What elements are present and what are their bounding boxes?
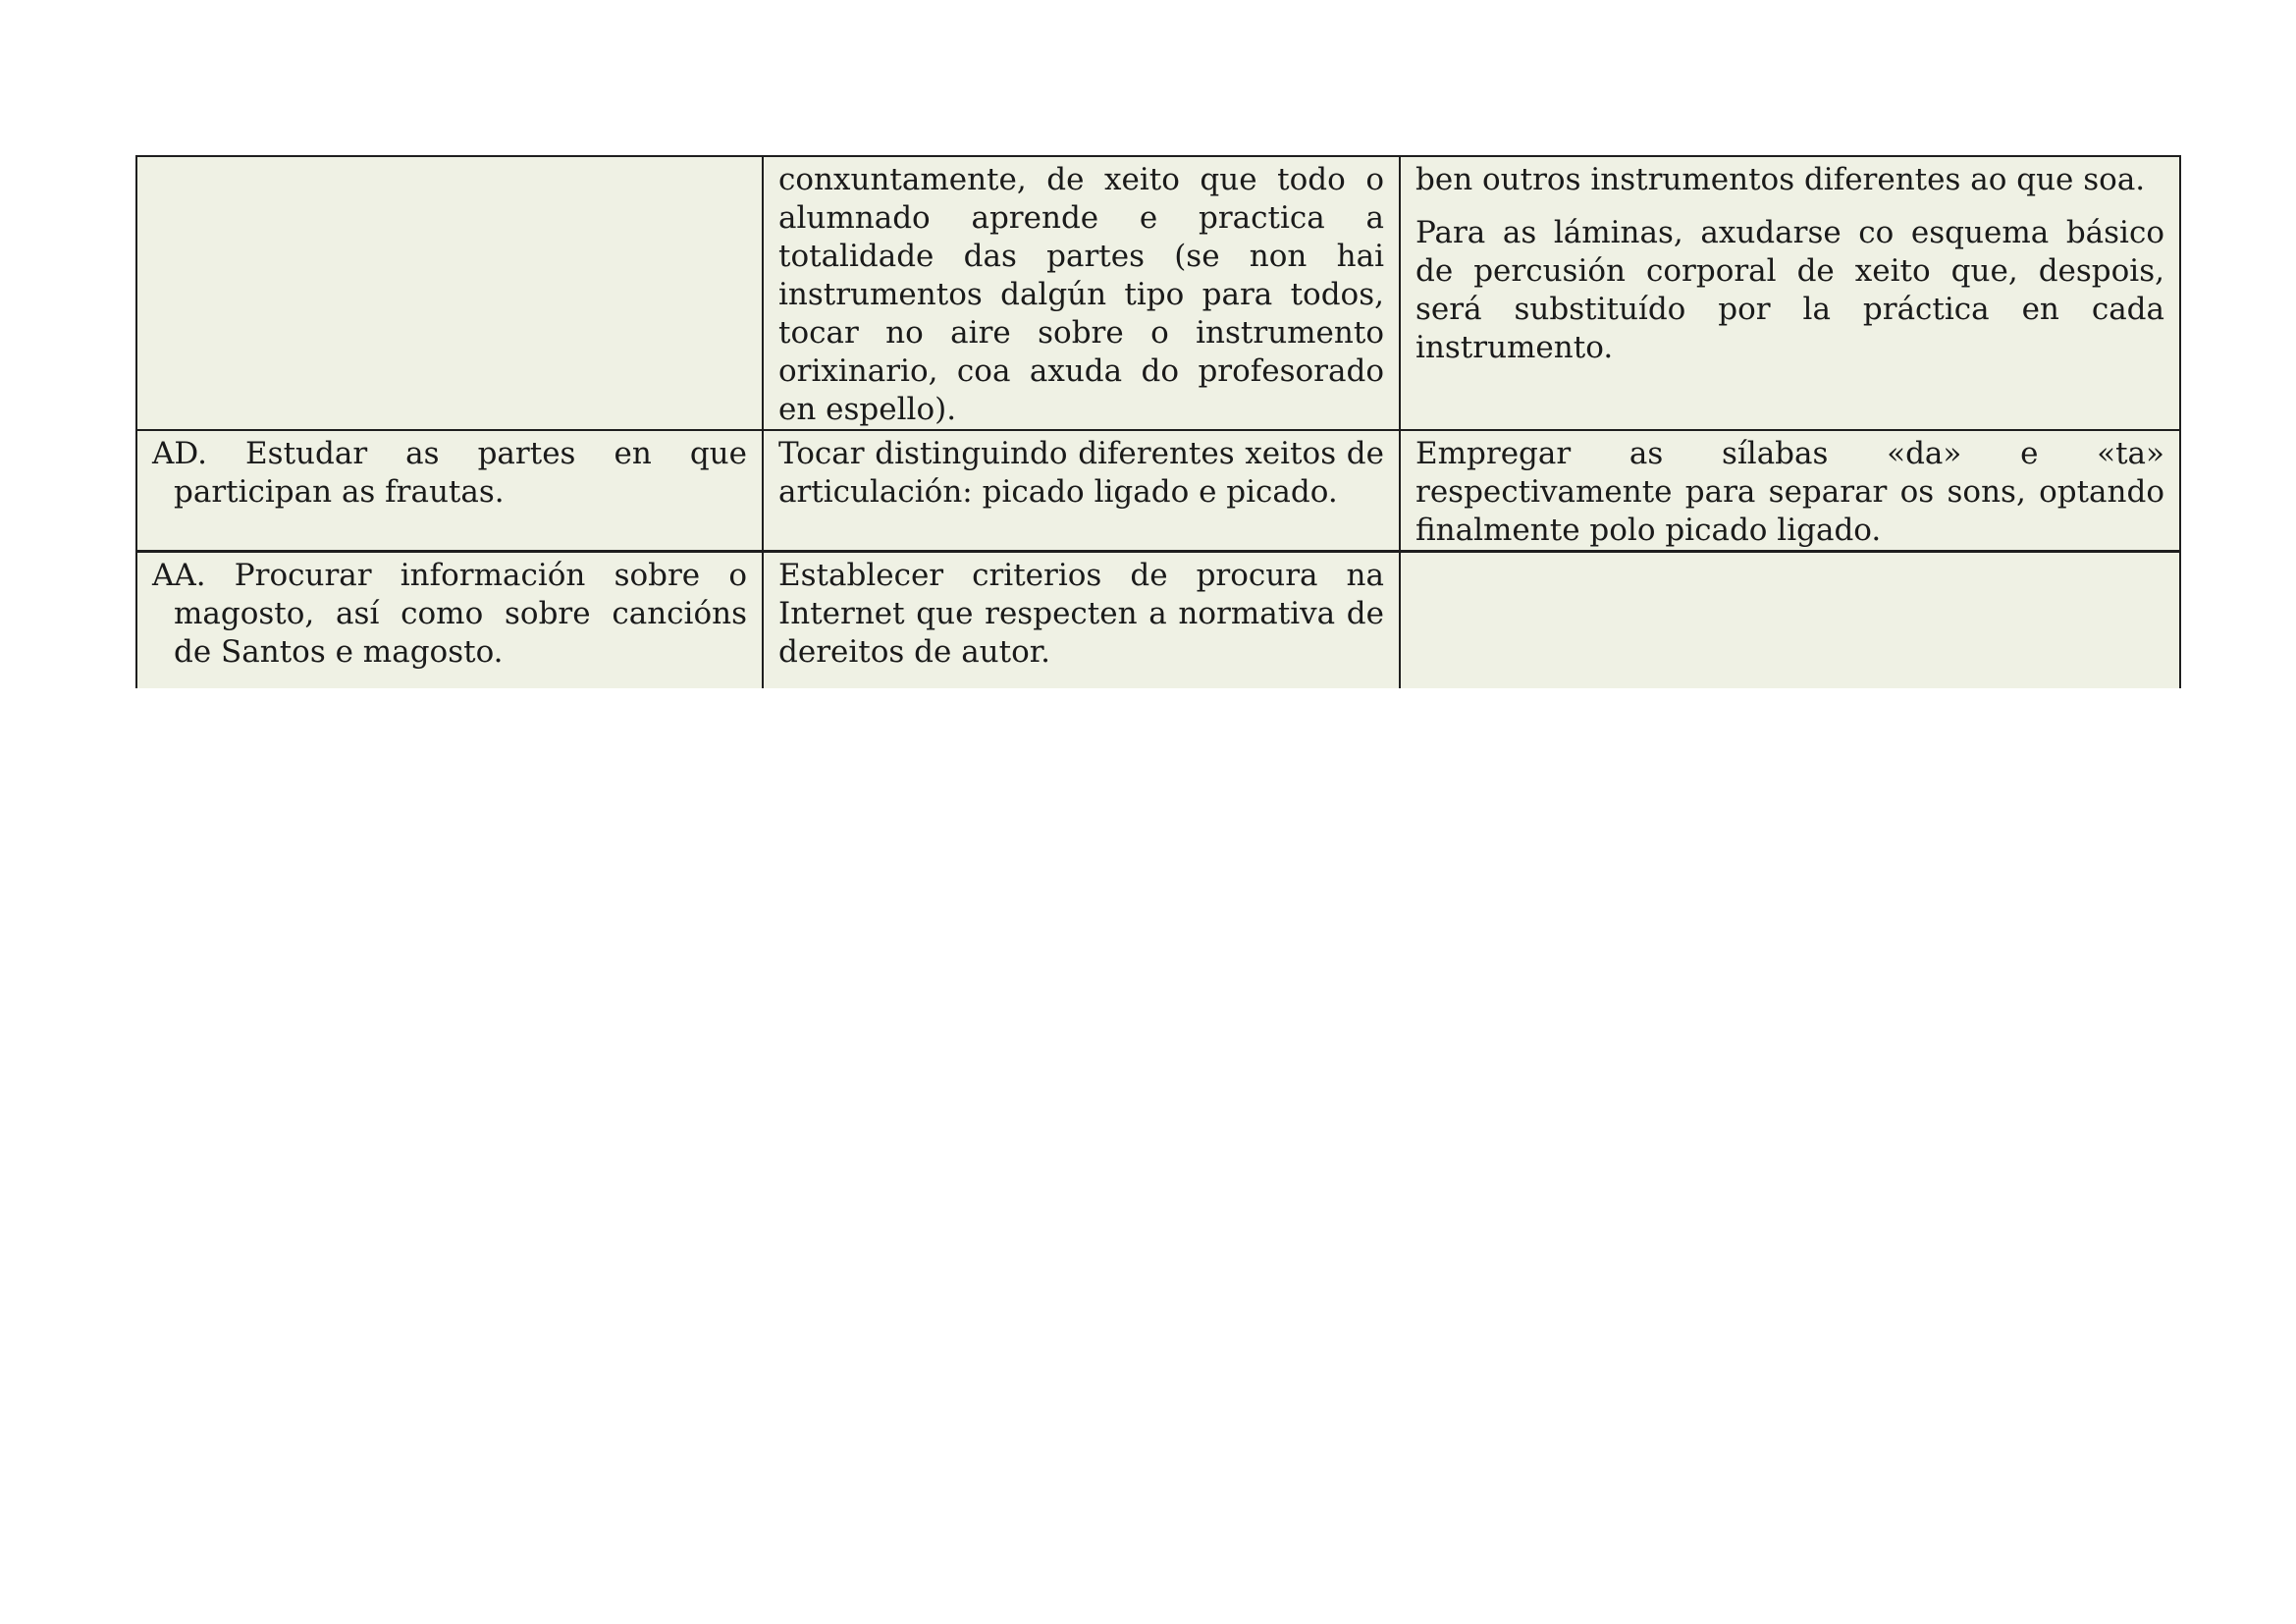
activity-text: AD. Estudar as partes en que participan as frautas. <box>152 436 747 510</box>
notes-text: Para as láminas, axudarse co esquema básico de percusión corporal de xeito que, despois, será substituído por la práctica en cada instrumento. <box>1415 215 2164 365</box>
table-row <box>136 156 2180 430</box>
notes-cell <box>1400 156 2180 430</box>
procedure-text: Establecer criterios de procura na Internet que respecten a normativa de dereitos de autor. <box>778 558 1384 670</box>
table-row <box>136 552 2180 689</box>
procedure-cell <box>763 552 1400 689</box>
activity-text: AA. Procurar información sobre o magosto, así como sobre cancións de Santos e magosto. <box>152 558 747 670</box>
notes-cell <box>1400 430 2180 552</box>
notes-text: Empregar as sílabas «da» e «ta» respectivamente para separar os sons, optando finalmente polo picado ligado. <box>1415 436 2164 548</box>
activity-cell <box>136 430 763 552</box>
notes-text: ben outros instrumentos diferentes ao que soa. <box>1415 162 2146 197</box>
procedure-cell <box>763 430 1400 552</box>
activity-cell <box>136 552 763 689</box>
activities-table <box>135 155 2181 688</box>
procedure-cell <box>763 156 1400 430</box>
table-row <box>136 430 2180 552</box>
procedure-text: conxuntamente, de xeito que todo o alumnado aprende e practica a totalidade das partes (se non hai instrumentos dalgún tipo para todos, tocar no aire sobre o instrumento orixinario, coa axuda do profesorado en espello). <box>778 162 1384 427</box>
notes-cell <box>1400 552 2180 689</box>
procedure-text: Tocar distinguindo diferentes xeitos de articulación: picado ligado e picado. <box>778 436 1384 510</box>
activity-cell <box>136 156 763 430</box>
